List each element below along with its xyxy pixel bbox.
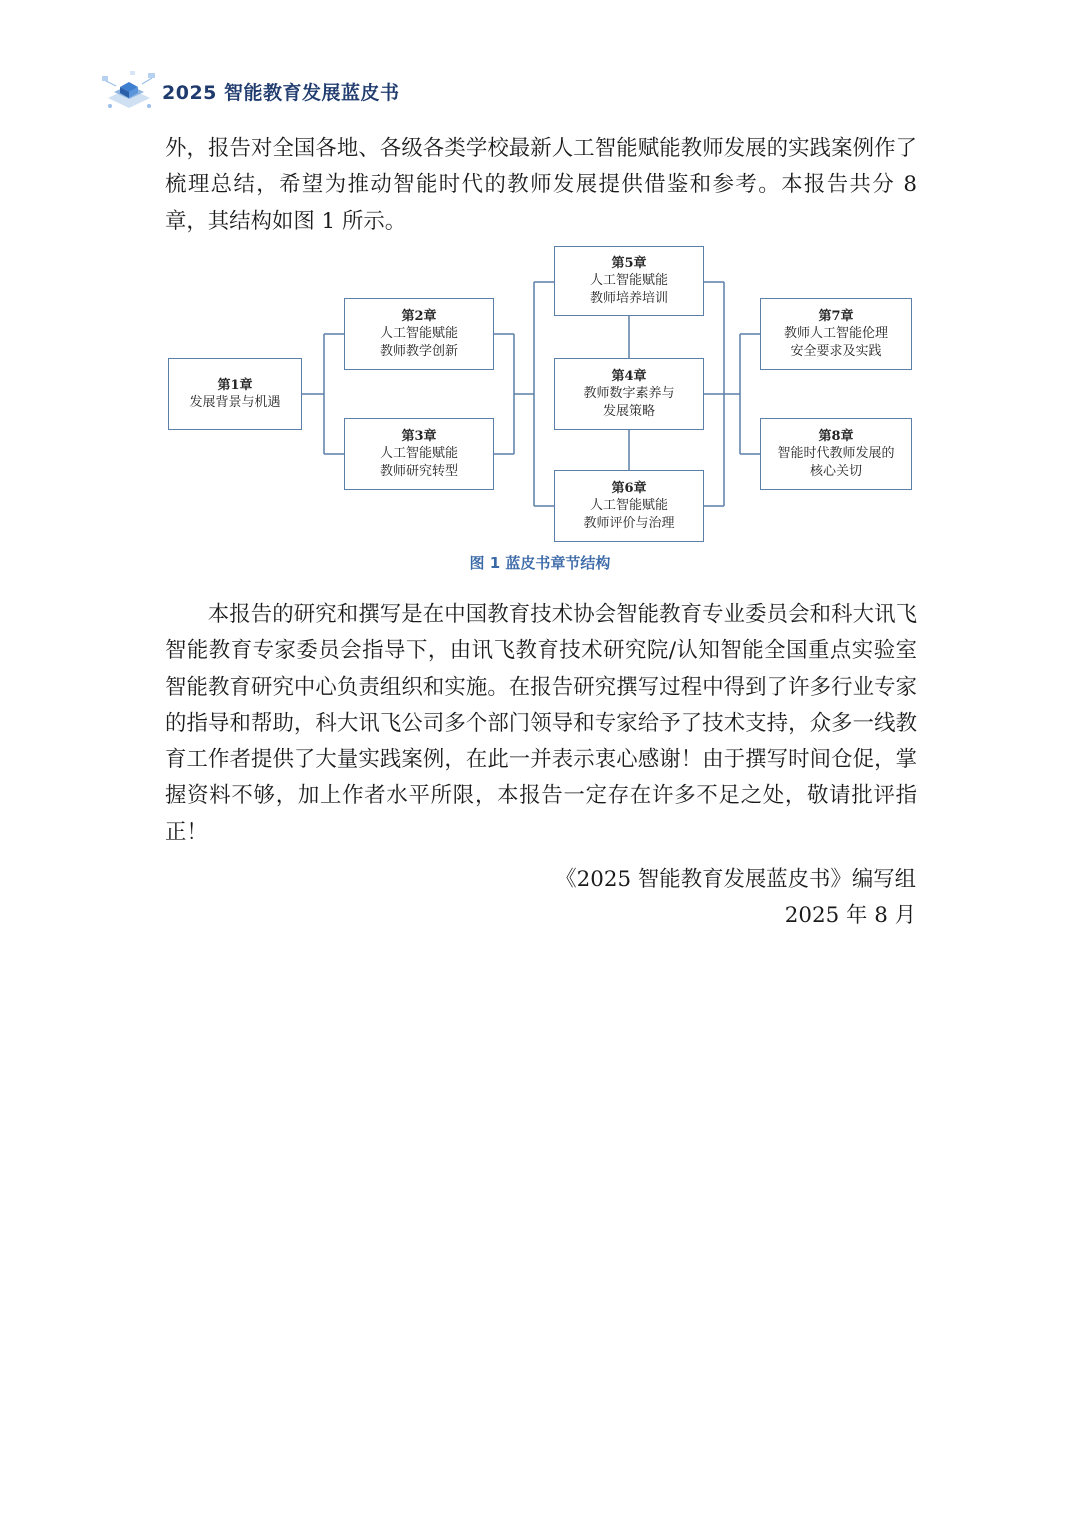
page-header bbox=[100, 66, 400, 116]
chapter-title-line: 人工智能赋能 bbox=[379, 326, 458, 342]
acknowledgement-paragraph: 本报告的研究和撰写是在中国教育技术协会智能教育专业委员会和科大讯飞智能教育专家委员会指导下，由讯飞教育技术研究院/认知智能全国重点实验室智能教育研究中心负责组织和实施。在报告研究撰写过程中得到了许多行业专家的指导和帮助，科大讯飞公司多个部门领导和专家给予了技术支持，众多一线教育工作者提供了大量实践案例，在此一并表示衷心感谢！由于撰写时间仓促，掌握资料不够，加上作者水平所限，本报告一定存在许多不足之处，敬请批评指正！ bbox=[165, 602, 917, 845]
chapter-number: 第7章 bbox=[818, 308, 854, 324]
figure-caption: 图 1 蓝皮书章节结构 bbox=[469, 554, 611, 572]
chapter-2-box bbox=[344, 298, 494, 370]
chapter-title-line: 核心关切 bbox=[809, 463, 862, 479]
chapter-number: 第8章 bbox=[818, 428, 854, 444]
chapter-number: 第6章 bbox=[611, 480, 647, 496]
chapter-title-line: 教师人工智能伦理 bbox=[783, 326, 888, 342]
chapter-title-line: 安全要求及实践 bbox=[790, 343, 882, 359]
chapter-title-line: 教师培养培训 bbox=[589, 290, 668, 306]
chapter-1-box bbox=[168, 358, 302, 430]
chapter-number: 第1章 bbox=[217, 377, 253, 393]
chapter-6-box bbox=[554, 470, 704, 542]
chapter-5-box bbox=[554, 246, 704, 316]
intro-paragraph: 外，报告对全国各地、各级各类学校最新人工智能赋能教师发展的实践案例作了梳理总结，希望为推动智能时代的教师发展提供借鉴和参考。本报告共分 8 章，其结构如图 1 所示。 bbox=[165, 136, 917, 234]
chapter-title-line: 教师研究转型 bbox=[379, 463, 458, 479]
header-title: 2025 智能教育发展蓝皮书 bbox=[162, 81, 400, 104]
chapter-structure-diagram bbox=[160, 240, 920, 550]
chapter-title-line: 教师评价与治理 bbox=[583, 515, 675, 531]
circuit-cube-logo-icon bbox=[100, 68, 158, 114]
chapter-title-line: 智能时代教师发展的 bbox=[777, 446, 895, 462]
chapter-title-line: 教师教学创新 bbox=[379, 343, 458, 359]
chapter-title-line: 教师数字素养与 bbox=[583, 386, 675, 402]
chapter-number: 第3章 bbox=[401, 428, 437, 444]
chapter-title-line: 发展策略 bbox=[602, 403, 655, 419]
chapter-3-box bbox=[344, 418, 494, 490]
chapter-title-line: 人工智能赋能 bbox=[379, 446, 458, 462]
signature-date: 2025 年 8 月 bbox=[784, 903, 916, 928]
chapter-number: 第5章 bbox=[611, 255, 647, 271]
chapter-number: 第2章 bbox=[401, 308, 437, 324]
chapter-8-box bbox=[760, 418, 912, 490]
chapter-title-line: 人工智能赋能 bbox=[589, 273, 668, 289]
chapter-number: 第4章 bbox=[611, 368, 647, 384]
chapter-title: 发展背景与机遇 bbox=[189, 395, 281, 410]
chapter-7-box bbox=[760, 298, 912, 370]
chapter-title-line: 人工智能赋能 bbox=[589, 498, 668, 514]
chapter-4-box bbox=[554, 358, 704, 430]
signature-group: 《2025 智能教育发展蓝皮书》编写组 bbox=[555, 867, 916, 892]
